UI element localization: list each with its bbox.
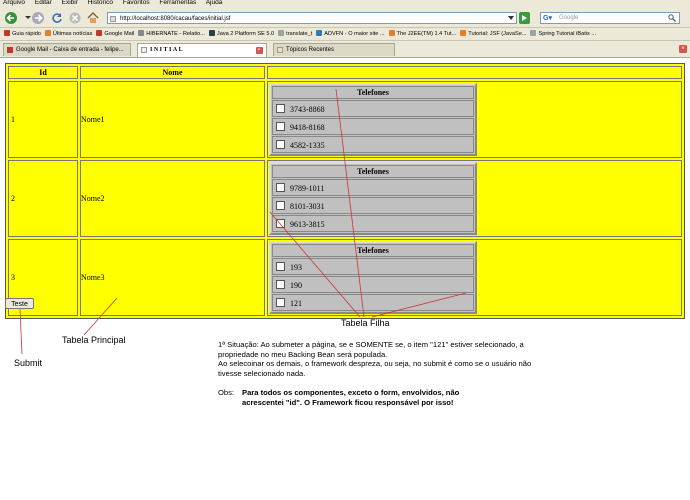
phone-row xyxy=(272,136,474,153)
phone-cell xyxy=(272,179,474,196)
phone-number: 121 xyxy=(290,298,302,308)
back-button[interactable] xyxy=(2,11,22,25)
menu-exibir[interactable]: Exibir xyxy=(61,0,78,6)
main-table-header-row xyxy=(8,66,682,79)
navigation-toolbar xyxy=(0,9,690,28)
table-row xyxy=(8,160,682,237)
telefones-header: Telefones xyxy=(272,165,474,178)
phone-checkbox[interactable] xyxy=(276,122,285,131)
bookmark-label: The J2EE(TM) 1.4 Tut... xyxy=(396,31,457,37)
phone-row xyxy=(272,179,474,196)
bookmark-label: HIBERNATE - Relatio... xyxy=(146,31,205,37)
bookmark-item[interactable] xyxy=(530,28,596,40)
phone-cell xyxy=(272,294,474,311)
obs-text: Para todos os componentes, exceto o form, envolvidos, não acrescentei "id". O Framework ficou responsável por isso! xyxy=(242,388,460,407)
tab-bar xyxy=(0,41,690,58)
obs-note xyxy=(218,388,518,407)
phone-row xyxy=(272,258,474,275)
bookmark-label: Guia rápido xyxy=(12,31,41,37)
row-id: 1 xyxy=(8,81,78,158)
bookmark-label: Java 2 Platform SE 5.0 xyxy=(216,31,275,37)
phone-cell xyxy=(272,136,474,153)
bookmark-label: Últimas notícias xyxy=(52,31,93,37)
telefones-subtable xyxy=(269,83,477,156)
row-telefones-cell xyxy=(267,81,682,158)
teste-submit-button[interactable]: Teste xyxy=(5,298,34,309)
bookmark-icon xyxy=(209,30,215,36)
bookmark-item[interactable] xyxy=(316,28,384,40)
search-input[interactable] xyxy=(540,12,680,24)
url-dropdown-icon[interactable] xyxy=(508,16,514,20)
phone-checkbox[interactable] xyxy=(276,201,285,210)
phone-cell xyxy=(272,215,474,232)
phone-row xyxy=(272,215,474,232)
tab-google-mail[interactable] xyxy=(3,43,131,56)
header-telefones xyxy=(267,66,682,79)
phone-checkbox[interactable] xyxy=(276,140,285,149)
tabela-principal-label: Tabela Principal xyxy=(62,335,126,345)
bookmark-label: Tutorial: JSF (JavaSe... xyxy=(468,31,527,37)
url-text: http://localhost:8080/cacau/faces/initial.jsf xyxy=(120,16,231,22)
phone-row xyxy=(272,100,474,117)
phone-cell xyxy=(272,276,474,293)
menu-historico[interactable]: Histórico xyxy=(87,0,114,6)
main-table xyxy=(5,63,685,319)
forward-arrow-icon xyxy=(31,11,45,25)
menu-ferramentas[interactable]: Ferramentas xyxy=(159,0,197,6)
phone-checkbox[interactable] xyxy=(276,183,285,192)
home-button[interactable] xyxy=(86,11,100,25)
search-icon[interactable] xyxy=(668,14,676,22)
table-row xyxy=(8,81,682,158)
row-id: 3 xyxy=(8,239,78,316)
bookmarks-toolbar xyxy=(0,28,690,41)
phone-number: 9418-8168 xyxy=(290,122,325,132)
bookmark-item[interactable] xyxy=(138,28,205,40)
bookmark-icon xyxy=(138,30,144,36)
tabela-filha-label: Tabela Filha xyxy=(341,318,390,328)
bookmark-icon xyxy=(96,30,102,36)
telefones-header: Telefones xyxy=(272,244,474,257)
reload-button[interactable] xyxy=(50,11,64,25)
tab-initial[interactable] xyxy=(137,43,267,57)
bookmark-item[interactable] xyxy=(278,28,312,40)
subtable-header-row xyxy=(272,86,474,99)
phone-row xyxy=(272,118,474,135)
header-nome: Nome xyxy=(80,66,265,79)
phone-number: 193 xyxy=(290,262,302,272)
phone-cell xyxy=(272,258,474,275)
bookmark-label: Google Mail xyxy=(104,31,135,37)
bookmark-item[interactable] xyxy=(96,28,134,40)
bookmark-icon xyxy=(278,30,284,36)
close-window-tab-icon[interactable]: × xyxy=(679,45,687,53)
menu-ajuda[interactable]: Ajuda xyxy=(205,0,223,6)
bookmark-icon xyxy=(45,30,51,36)
bookmark-item[interactable] xyxy=(209,28,274,40)
menu-arquivo[interactable]: Arquivo xyxy=(3,0,26,6)
bookmark-label: Spring Tutorial iBatis ... xyxy=(538,31,597,37)
bookmark-icon xyxy=(4,30,10,36)
bookmark-icon xyxy=(530,30,536,36)
telefones-subtable xyxy=(269,241,477,314)
tab-label: Tópicos Recentes xyxy=(286,47,335,53)
submit-label: Submit xyxy=(14,358,43,368)
phone-number: 9613-3815 xyxy=(290,219,325,229)
phone-number: 8101-3031 xyxy=(290,201,325,211)
close-tab-icon[interactable]: × xyxy=(257,48,262,53)
gmail-icon xyxy=(7,47,13,53)
phone-cell xyxy=(272,197,474,214)
tab-topicos-recentes[interactable] xyxy=(273,43,395,56)
bookmark-label: translate_t xyxy=(286,31,313,37)
row-name: Nome3 xyxy=(80,239,265,316)
forward-button[interactable] xyxy=(30,11,46,25)
bookmark-item[interactable] xyxy=(4,28,41,40)
obs-label: Obs: xyxy=(218,388,235,397)
phone-checkbox[interactable] xyxy=(276,219,285,228)
phone-cell xyxy=(272,100,474,117)
reload-icon xyxy=(51,12,63,24)
bookmark-icon xyxy=(389,30,395,36)
google-search-icon[interactable]: G▾ xyxy=(543,15,552,22)
row-telefones-cell xyxy=(267,239,682,316)
phone-number: 190 xyxy=(290,280,302,290)
phone-row xyxy=(272,197,474,214)
go-button[interactable] xyxy=(519,12,530,24)
home-icon xyxy=(87,12,99,24)
page-favicon-icon xyxy=(110,16,116,22)
bookmark-label: ADVFN - O maior site ... xyxy=(324,31,385,37)
go-arrow-icon xyxy=(519,12,530,24)
row-name: Nome1 xyxy=(80,81,265,158)
stop-button[interactable] xyxy=(68,11,82,25)
page-icon xyxy=(277,47,283,53)
address-bar[interactable] xyxy=(107,12,517,24)
bookmark-item[interactable] xyxy=(45,28,92,40)
tab-label: INITIAL xyxy=(150,47,185,53)
phone-number: 9789-1011 xyxy=(290,183,325,193)
telefones-subtable xyxy=(269,162,477,235)
bookmark-icon xyxy=(460,30,466,36)
menu-favoritos[interactable]: Favoritos xyxy=(122,0,150,6)
description-text xyxy=(218,340,538,378)
menu-bar xyxy=(0,0,690,9)
bookmark-icon xyxy=(316,30,322,36)
phone-row xyxy=(272,294,474,311)
phone-cell xyxy=(272,118,474,135)
bookmark-item[interactable] xyxy=(460,28,526,40)
row-telefones-cell xyxy=(267,160,682,237)
phone-checkbox[interactable] xyxy=(276,298,285,307)
subtable-header-row xyxy=(272,244,474,257)
description-paragraph-2: Ao selecoinar os demais, o framework despreza, ou seja, no submit é como se o usuário não tivesse selecionado nada. xyxy=(218,359,532,378)
page-icon xyxy=(141,47,147,53)
header-id: Id xyxy=(8,66,78,79)
phone-checkbox[interactable] xyxy=(276,262,285,271)
menu-editar[interactable]: Editar xyxy=(34,0,52,6)
telefones-header: Telefones xyxy=(272,86,474,99)
table-row xyxy=(8,239,682,316)
stop-icon xyxy=(69,12,81,24)
description-paragraph-1: 1ª Situação: Ao submeter a página, se e SOMENTE se, o item "121" estiver selecionado, a propriedade no meu Backing Bean será populada. xyxy=(218,340,524,359)
phone-row xyxy=(272,276,474,293)
tab-label: Google Mail - Caixa de entrada - felipe... xyxy=(16,47,124,53)
phone-checkbox[interactable] xyxy=(276,104,285,113)
phone-number: 4582-1335 xyxy=(290,140,325,150)
bookmark-item[interactable] xyxy=(389,28,457,40)
row-name: Nome2 xyxy=(80,160,265,237)
row-id: 2 xyxy=(8,160,78,237)
phone-checkbox[interactable] xyxy=(276,280,285,289)
back-arrow-icon xyxy=(4,11,20,25)
search-placeholder: Google xyxy=(559,15,579,21)
phone-number: 3743-8868 xyxy=(290,104,325,114)
subtable-header-row xyxy=(272,165,474,178)
